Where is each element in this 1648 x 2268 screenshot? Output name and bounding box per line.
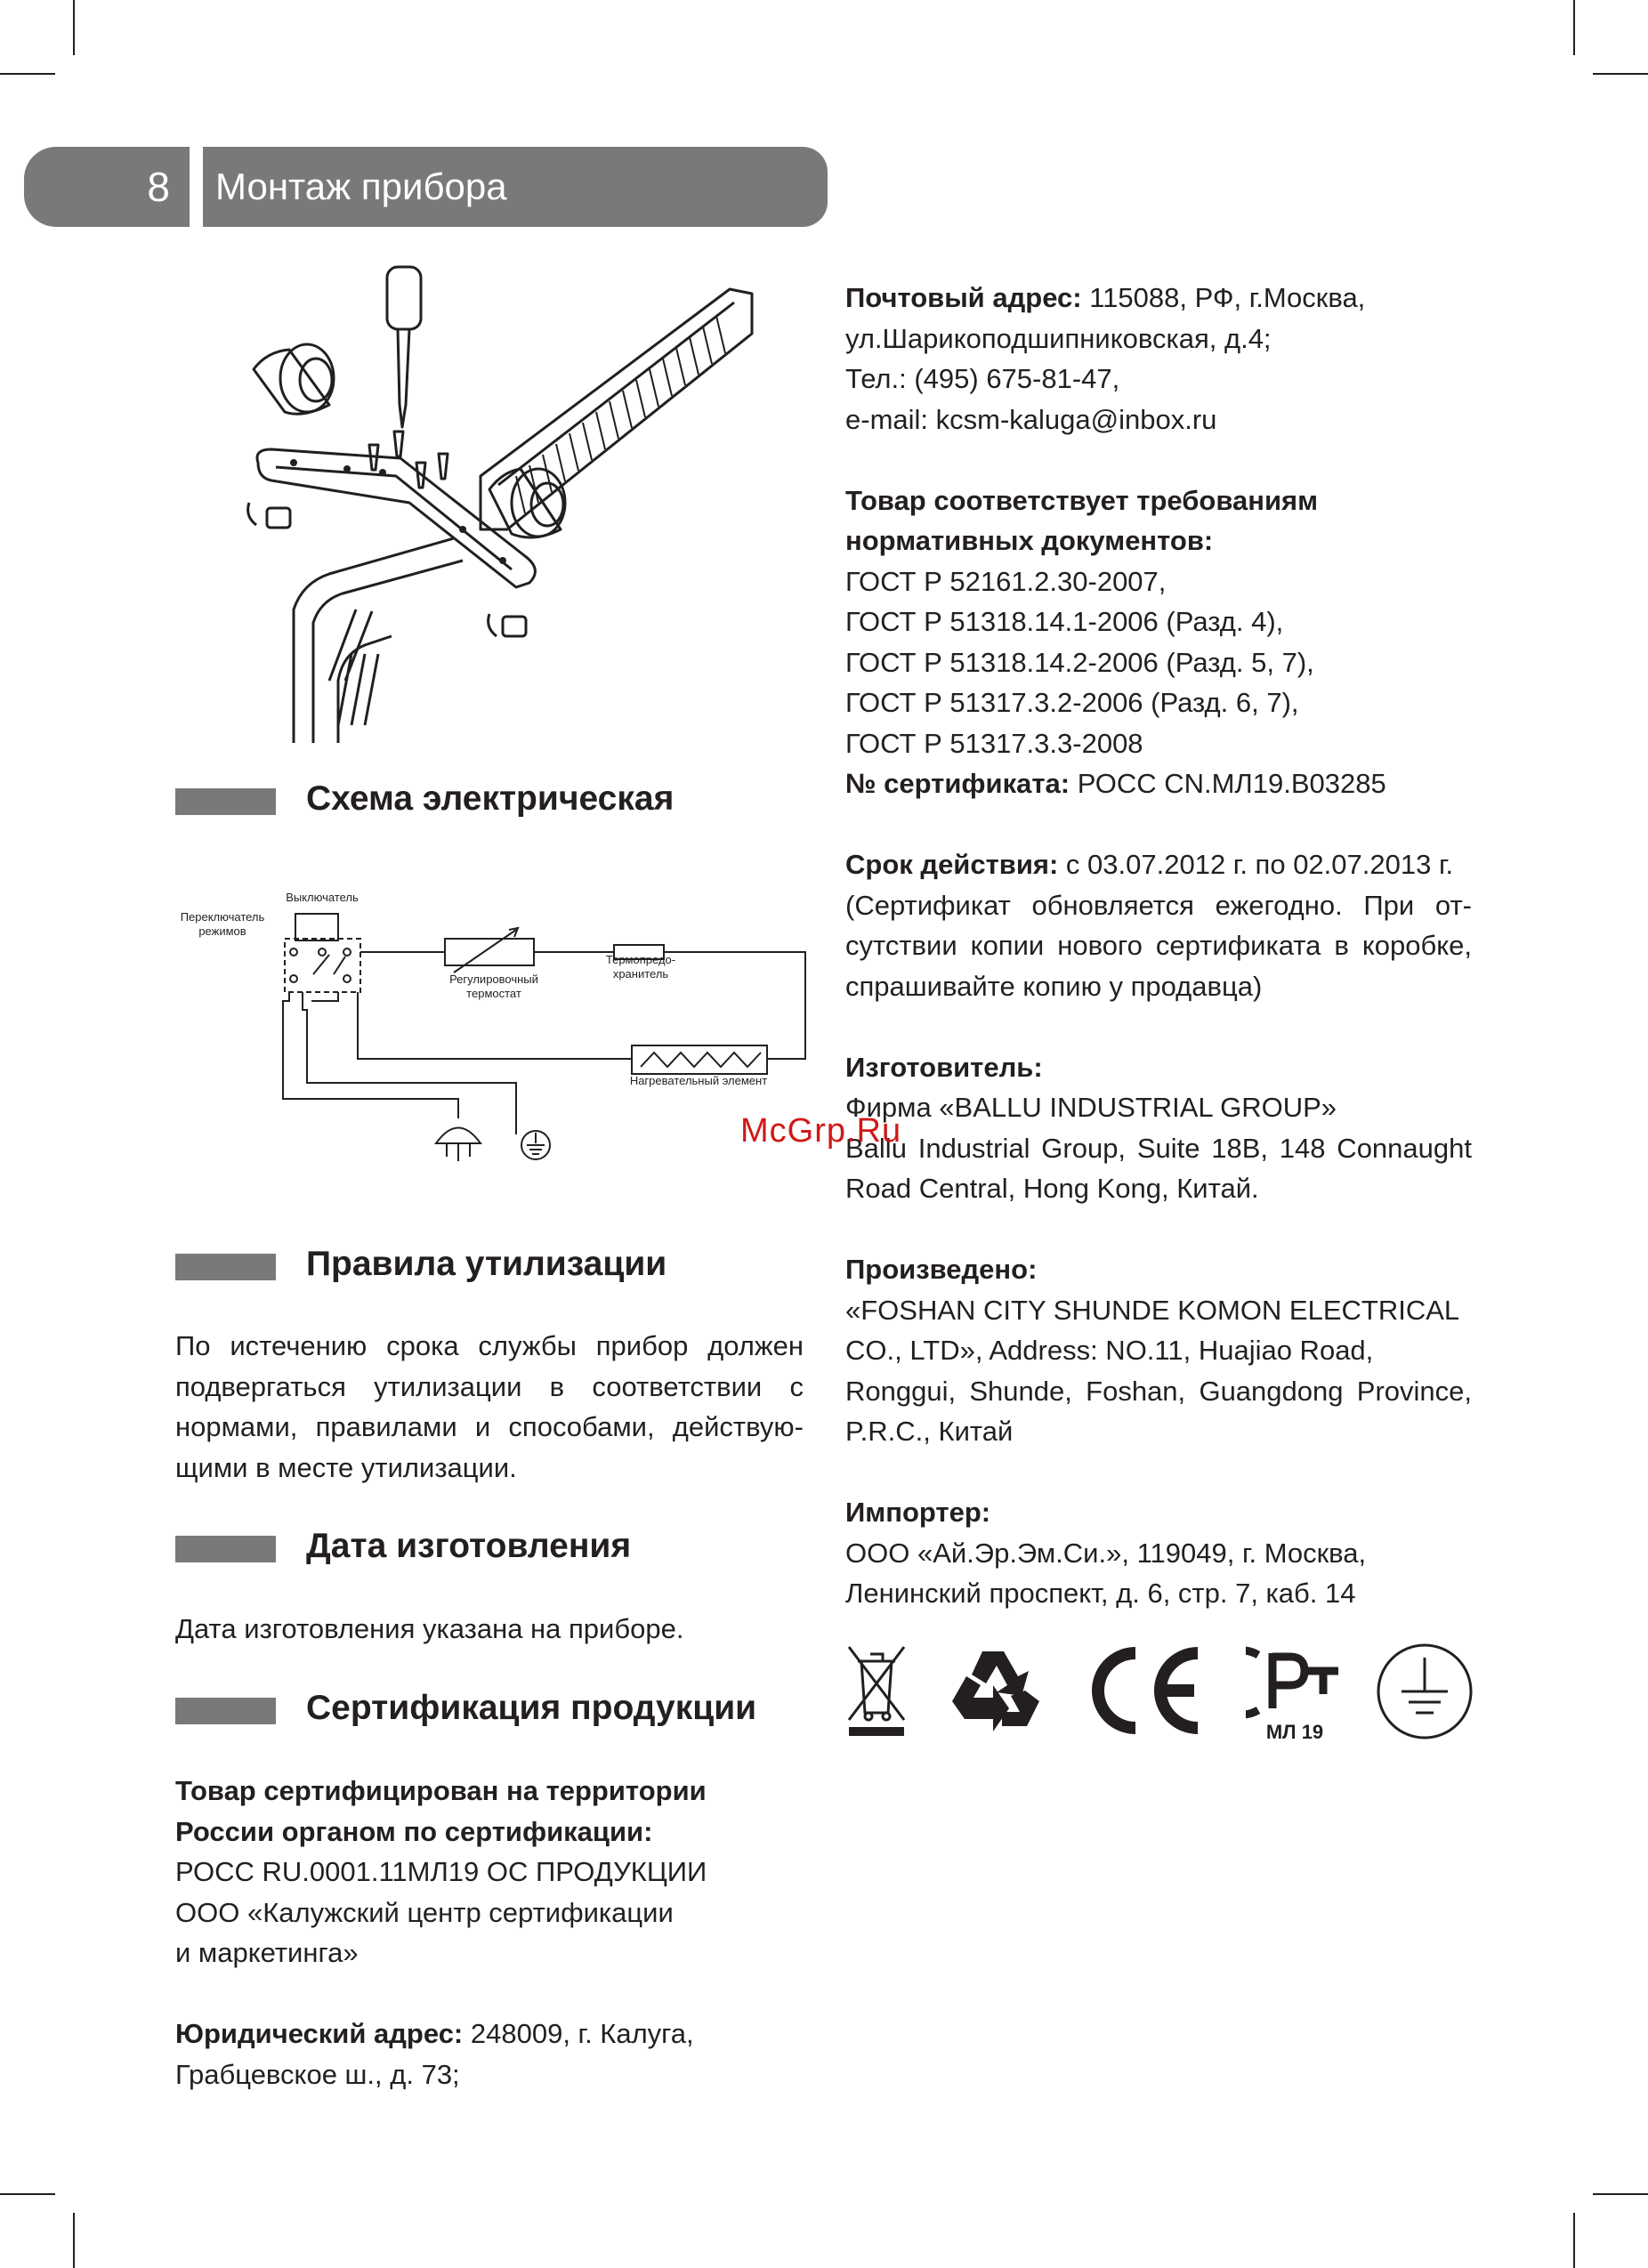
manufacture-date-text: Дата изготовления указана на приборе. — [175, 1613, 684, 1644]
label-thermostat-2: термостат — [466, 987, 521, 1000]
crop-mark — [0, 2193, 55, 2195]
label-mode-switch-2: режимов — [198, 924, 246, 938]
recycle-icon — [947, 1644, 1046, 1737]
section-bar — [175, 1698, 276, 1724]
assembly-illustration — [231, 262, 765, 743]
page-number: 8 — [24, 147, 190, 227]
crop-mark — [1573, 0, 1575, 55]
section-title-scheme: Схема электрическая — [306, 779, 675, 818]
ground-symbol-icon — [1375, 1642, 1474, 1741]
watermark: McGrp.Ru — [740, 1112, 902, 1150]
label-switch: Выключатель — [286, 891, 359, 904]
crop-mark — [1593, 2193, 1648, 2195]
page-title: Монтаж прибора — [203, 147, 828, 227]
label-heater: Нагревательный элемент — [629, 1074, 768, 1087]
label-fuse-2: хранитель — [612, 967, 669, 981]
crop-mark — [73, 2213, 75, 2268]
certification-text: Товар сертифицирован на территории России органом по сертификации: РОСС RU.0001.11МЛ19 ОС ПРОДУКЦИИ ООО «Калужский центр сертификации и маркетинга» Юридический адрес: 248009, г. Калуга, Грабцевское ш., д. 73; — [175, 1775, 707, 2090]
wiring-diagram — [169, 876, 810, 1170]
crop-mark — [73, 0, 75, 55]
section-title-manufacture-date: Дата изготовления — [306, 1527, 632, 1565]
crop-mark — [0, 73, 55, 75]
ce-mark-icon — [1084, 1644, 1208, 1737]
rst-code: МЛ 19 — [1265, 1721, 1324, 1743]
crop-mark — [1573, 2213, 1575, 2268]
label-mode-switch-1: Переключатель — [180, 910, 265, 924]
section-bar — [175, 1254, 276, 1280]
section-bar — [175, 1536, 276, 1562]
section-title-certification: Сертификация продукции — [306, 1689, 757, 1727]
rst-mark-icon — [1246, 1644, 1344, 1744]
right-column-text: Почтовый адрес: 115088, РФ, г.Москва, ул.Шарикоподшипниковская, д.4; Тел.: (495) 675-81-47, e-mail: kcsm-kaluga@inbox.ru Товар соответствует требованиям нормативных документов: ГОСТ Р 52161.2.30-2007, ГОСТ Р 51318.14.1-2006 (Разд. 4), ГОСТ Р 51318.14.2-2006 (Разд. 5, 7), ГОСТ Р 51317.3.2-2006 (Разд. 6, 7), ГОСТ Р 51317.3.3-2008 № сертификата: РОСС CN.МЛ19.В03285 Срок действия: с 03.07.2012 г. по 02.07.2013 г. (Сертификат обновляется ежегодно. При от- сутствии копии нового сертификата в коробке, спрашивайте копию у продавца) Изготовитель: Фирма «BALLU INDUSTRIAL GROUP» Ballu Industrial Group, Suite 18B, 148 Connaught Road Central, Hong Kong, Китай. Произведено: «FOSHAN CITY SHUNDE KOMON ELECTRICAL CO., LTD», Address: NO.11, Huajiao Road, Ronggui, Shunde, Foshan, Guangdong Province, P.R.C., Китай Импортер: ООО «Ай.Эр.Эм.Си.», 119049, г. Москва, Ленинский проспект, д. 6, стр. 7, каб. 14 — [845, 282, 1472, 1609]
crop-mark — [1593, 73, 1648, 75]
disposal-text: По истечению срока службы прибор должен подвергаться утилизации в соответствии с нормами, правилами и способами, действую- щими в месте утилизации. — [175, 1330, 804, 1483]
section-title-disposal: Правила утилизации — [306, 1245, 667, 1283]
label-fuse-1: Термопредо- — [605, 953, 676, 966]
label-thermostat-1: Регулировочный — [449, 973, 538, 986]
section-bar — [175, 788, 276, 815]
weee-bin-icon — [845, 1642, 908, 1739]
